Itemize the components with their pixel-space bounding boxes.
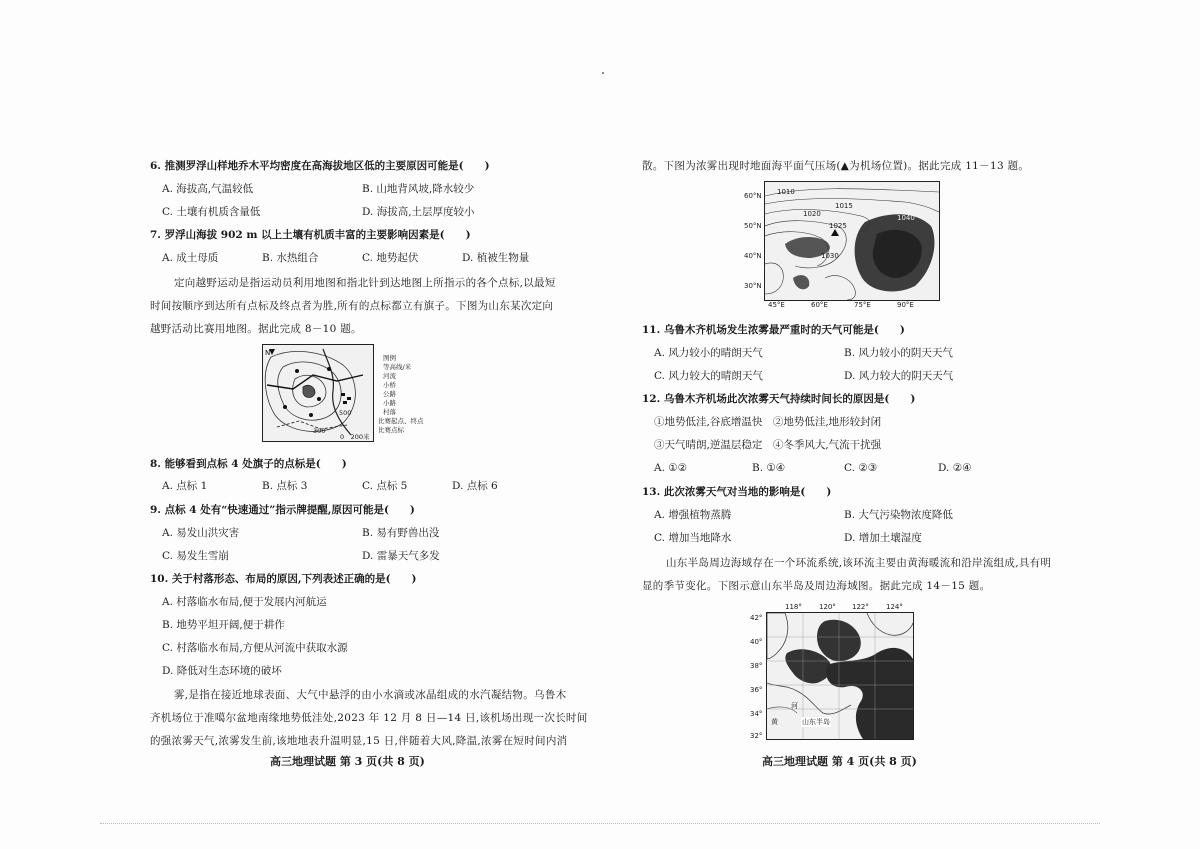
intro-14-15-line1: 山东半岛周边海域存在一个环流系统,该环流主要由黄海暖流和沿岸流组成,具有明: [666, 557, 1052, 569]
isobar-1020: 1020: [803, 210, 821, 218]
isobar-1030: 1030: [821, 252, 839, 260]
q11-option-d: D. 风力较大的阴天天气: [844, 370, 954, 382]
q7-stem: 7. 罗浮山海拔 902 m 以上土壤有机质丰富的主要影响因素是( ): [150, 229, 471, 241]
pressure-map: [764, 181, 940, 301]
q10-option-c: C. 村落临水布局,方便从河流中获取水源: [162, 642, 348, 654]
lon-60e: 60°E: [811, 301, 828, 309]
intro-11-13-line2: 齐机场位于准噶尔盆地南缘地势低洼处,2023 年 12 月 8 日—14 日,该机场出现一次长时间: [150, 712, 588, 724]
lat-60n: 60°N: [744, 192, 762, 200]
pressure-map-graphic: [765, 182, 939, 300]
lat-40n: 40°N: [744, 252, 762, 260]
label-yellow: 黄: [771, 718, 778, 726]
intro-11-13-line3: 的强浓雾天气,浓雾发生前,该地地表升温明显,15 日,伴随着大风,降温,浓雾在短时间内消: [150, 735, 568, 747]
lat-36: 36°: [750, 686, 763, 694]
right-page: [600, 0, 1200, 849]
q11-option-c: C. 风力较大的晴朗天气: [654, 370, 763, 382]
legend-path: 小路: [383, 399, 396, 407]
q12-statements-1: ①地势低洼,谷底增温快 ②地势低洼,地形较封闭: [654, 416, 882, 428]
q9-option-d: D. 雷暴天气多发: [362, 550, 440, 562]
page-footer-4: 高三地理试题 第 4 页(共 8 页): [762, 755, 917, 768]
lat-32: 32°: [750, 732, 763, 740]
legend-control-point: 比赛点标: [378, 426, 404, 434]
map-legend-title: 图例: [383, 354, 396, 362]
q11-option-a: A. 风力较小的晴朗天气: [654, 347, 763, 359]
q12-option-a: A. ①②: [654, 462, 688, 474]
q8-stem: 8. 能够看到点标 4 处旗子的点标是( ): [150, 458, 347, 470]
q13-option-a: A. 增强植物蒸腾: [654, 509, 732, 521]
isobar-1040: 1040: [897, 214, 915, 222]
intro-11-13-line1: 雾,是指在接近地球表面、大气中悬浮的由小水滴或冰晶组成的水汽凝结物。乌鲁木: [174, 689, 567, 701]
lon-118: 118°: [785, 603, 802, 611]
q13-option-b: B. 大气污染物浓度降低: [844, 509, 953, 521]
legend-bridge: 小桥: [383, 381, 396, 389]
intro-8-10-line2: 时间按顺序到达所有点标及终点者为胜,所有的点标都立有旗子。下图为山东某次定向: [150, 300, 554, 312]
q6-stem: 6. 推测罗浮山样地乔木平均密度在高海拔地区低的主要原因可能是( ): [150, 160, 490, 172]
q12-stem: 12. 乌鲁木齐机场此次浓雾天气持续时间长的原因是( ): [642, 393, 916, 405]
legend-contour: 等高线/米: [383, 363, 412, 371]
lat-42: 42°: [750, 614, 763, 622]
q9-stem: 9. 点标 4 处有“快速通过”指示牌提醒,原因可能是( ): [150, 504, 415, 516]
lat-38: 38°: [750, 662, 763, 670]
lon-75e: 75°E: [854, 301, 871, 309]
q10-option-a: A. 村落临水布局,便于发展内河航运: [162, 596, 327, 608]
q8-option-d: D. 点标 6: [452, 480, 498, 492]
orienteering-map: [262, 344, 374, 442]
q6-option-b: B. 山地背风坡,降水较少: [362, 183, 475, 195]
bottom-dotted-rule: [100, 823, 1100, 824]
contour-label: 300: [313, 427, 326, 435]
q9-option-c: C. 易发生雪崩: [162, 550, 229, 562]
q13-option-d: D. 增加土壤湿度: [844, 532, 922, 544]
lat-40: 40°: [750, 638, 763, 646]
lat-34: 34°: [750, 710, 763, 718]
q12-option-b: B. ①④: [752, 462, 786, 474]
isobar-1015: 1015: [835, 202, 853, 210]
legend-village: 村落: [383, 408, 396, 416]
label-shandong-peninsula: 山东半岛: [802, 718, 830, 726]
q11-stem: 11. 乌鲁木齐机场发生浓雾最严重时的天气可能是( ): [642, 324, 905, 336]
shandong-map: [766, 612, 914, 740]
q13-option-c: C. 增加当地降水: [654, 532, 732, 544]
q10-stem: 10. 关于村落形态、布局的原因,下列表述正确的是( ): [150, 573, 417, 585]
legend-start-finish: 比赛起点、终点: [378, 417, 424, 425]
map-scale: 0 200米: [340, 433, 370, 441]
svg-text:N: N: [265, 349, 271, 357]
q10-option-d: D. 降低对生态环境的破坏: [162, 665, 282, 677]
q13-stem: 13. 此次浓雾天气对当地的影响是( ): [642, 486, 832, 498]
q12-option-d: D. ②④: [938, 462, 972, 474]
lat-50n: 50°N: [744, 222, 762, 230]
shandong-map-graphic: [767, 613, 913, 739]
lon-45e: 45°E: [768, 301, 785, 309]
lon-122: 122°: [852, 603, 869, 611]
label-river: 河: [791, 702, 798, 710]
q8-option-c: C. 点标 5: [362, 480, 408, 492]
q7-option-c: C. 地势起伏: [362, 252, 419, 264]
q6-option-a: A. 海拔高,气温较低: [162, 183, 254, 195]
intro-8-10-line1: 定向越野运动是指运动员利用地图和指北针到达地图上所指示的各个点标,以最短: [174, 277, 556, 289]
q10-option-b: B. 地势平坦开阔,便于耕作: [162, 619, 285, 631]
lon-124: 124°: [886, 603, 903, 611]
q12-option-c: C. ②③: [844, 462, 878, 474]
isobar-1025: 1025: [829, 222, 847, 230]
contour-label-2: 500: [339, 409, 352, 417]
q7-option-a: A. 成土母质: [162, 252, 219, 264]
intro-14-15-line2: 显的季节变化。下图示意山东半岛及周边海域图。据此完成 14－15 题。: [642, 580, 991, 592]
q6-option-c: C. 土壤有机质含量低: [162, 206, 261, 218]
intro-11-13-continued: 散。下图为浓雾出现时地面海平面气压场(▲为机场位置)。据此完成 11－13 题。: [642, 160, 1030, 172]
lon-90e: 90°E: [897, 301, 914, 309]
q8-option-b: B. 点标 3: [262, 480, 308, 492]
q7-option-b: B. 水热组合: [262, 252, 319, 264]
lon-120: 120°: [819, 603, 836, 611]
page-footer-3: 高三地理试题 第 3 页(共 8 页): [270, 755, 425, 768]
legend-river: 河流: [383, 372, 396, 380]
q9-option-b: B. 易有野兽出没: [362, 527, 440, 539]
q8-option-a: A. 点标 1: [162, 480, 208, 492]
legend-highway: 公路: [383, 390, 396, 398]
q11-option-b: B. 风力较小的阴天天气: [844, 347, 953, 359]
intro-8-10-line3: 越野活动比赛用地图。据此完成 8－10 题。: [150, 323, 362, 335]
q6-option-d: D. 海拔高,土层厚度较小: [362, 206, 475, 218]
lat-30n: 30°N: [744, 282, 762, 290]
q12-statements-2: ③天气晴朗,逆温层稳定 ④冬季风大,气流干扰强: [654, 439, 882, 451]
q7-option-d: D. 植被生物量: [462, 252, 530, 264]
isobar-1010: 1010: [777, 188, 795, 196]
q9-option-a: A. 易发山洪灾害: [162, 527, 240, 539]
